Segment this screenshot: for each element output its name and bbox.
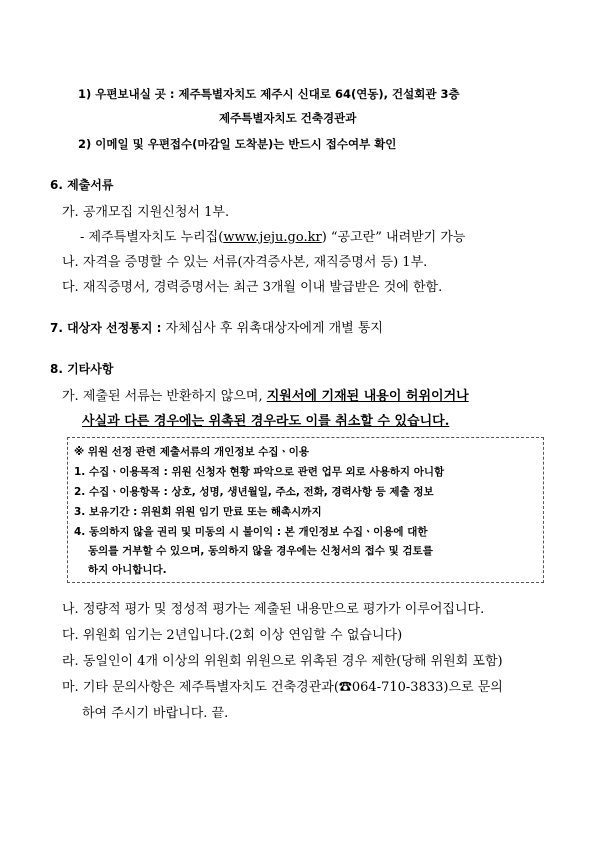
- section-8-item-ma: 마. 기타 문의사항은 제주특별자치도 건축경관과(☎064-710-3833)으로 문의: [62, 680, 503, 695]
- section-8-item-na: 나. 정량적 평가 및 정성적 평가는 제출된 내용만으로 평가가 이루어집니다.: [62, 602, 485, 617]
- section-7-text: 자체심사 후 위촉대상자에게 개별 통지: [165, 321, 383, 336]
- notice-title: ※ 위원 선정 관련 제출서류의 개인정보 수집ㆍ이용: [74, 446, 310, 458]
- section-6-item-na: 나. 자격을 증명할 수 있는 서류(자격증사본, 재직증명서 등) 1부.: [62, 255, 428, 270]
- download-note-suffix: ) “공고란” 내려받기 가능: [321, 230, 466, 245]
- item-ga-plain: 가. 제출된 서류는 반환하지 않으며,: [62, 389, 267, 404]
- mail-address-line: 1) 우편보내실 곳 : 제주특별자치도 제주시 신대로 64(연동), 건설회관 3층: [78, 87, 460, 101]
- mail-department-line: 제주특별자치도 건축경관과: [219, 111, 357, 125]
- notice-items: 2. 수집ㆍ이용항목 : 상호, 성명, 생년월일, 주소, 전화, 경력사항 등 제출 정보: [74, 486, 434, 498]
- notice-right-refuse-end: 하지 아니합니다.: [88, 564, 167, 576]
- section-7-line: [50, 317, 383, 336]
- section-8-item-ma-cont: 하여 주시기 바랍니다. 끝.: [82, 706, 229, 721]
- notice-purpose: 1. 수집ㆍ이용목적 : 위원 신청자 현황 파악으로 관련 업무 외로 사용하지 아니함: [74, 466, 445, 478]
- jeju-website-link[interactable]: www.jeju.go.kr: [223, 230, 322, 245]
- download-note-prefix: - 제주특별자치도 누리집(: [80, 230, 224, 245]
- section-8-heading: 8. 기타사항: [50, 362, 114, 376]
- notice-right-refuse: 4. 동의하지 않을 권리 및 미동의 시 불이익 : 본 개인정보 수집ㆍ이용에 대한: [74, 526, 428, 538]
- section-6-download-note: [80, 226, 466, 245]
- section-8-item-ra: 라. 동일인이 4개 이상의 위원회 위원으로 위촉된 경우 제한(당해 위원회 포함): [62, 654, 503, 669]
- section-6-item-ga: 가. 공개모집 지원신청서 1부.: [62, 205, 230, 220]
- notice-retention: 3. 보유기간 : 위원회 위원 임기 만료 또는 해촉시까지: [74, 506, 322, 518]
- section-8-item-da: 다. 위원회 임기는 2년입니다.(2회 이상 연임할 수 없습니다): [62, 628, 403, 643]
- item-ga-warning: 지원서에 기재된 내용이 허위이거나: [266, 389, 469, 404]
- notice-right-refuse-cont: 동의를 거부할 수 있으며, 동의하지 않을 경우에는 신청서의 접수 및 검토를: [88, 545, 433, 557]
- section-8-item-ga-cont: 사실과 다른 경우에는 위촉된 경우라도 이를 취소할 수 있습니다.: [82, 414, 450, 429]
- section-6-item-da: 다. 재직증명서, 경력증명서는 최근 3개월 이내 발급받은 것에 한함.: [62, 280, 443, 295]
- section-6-heading: 6. 제출서류: [50, 178, 114, 192]
- section-8-item-ga: [62, 385, 469, 404]
- mail-confirm-line: 2) 이메일 및 우편접수(마감일 도착분)는 반드시 접수여부 확인: [78, 137, 397, 151]
- section-7-heading: 7. 대상자 선정통지 :: [50, 321, 162, 335]
